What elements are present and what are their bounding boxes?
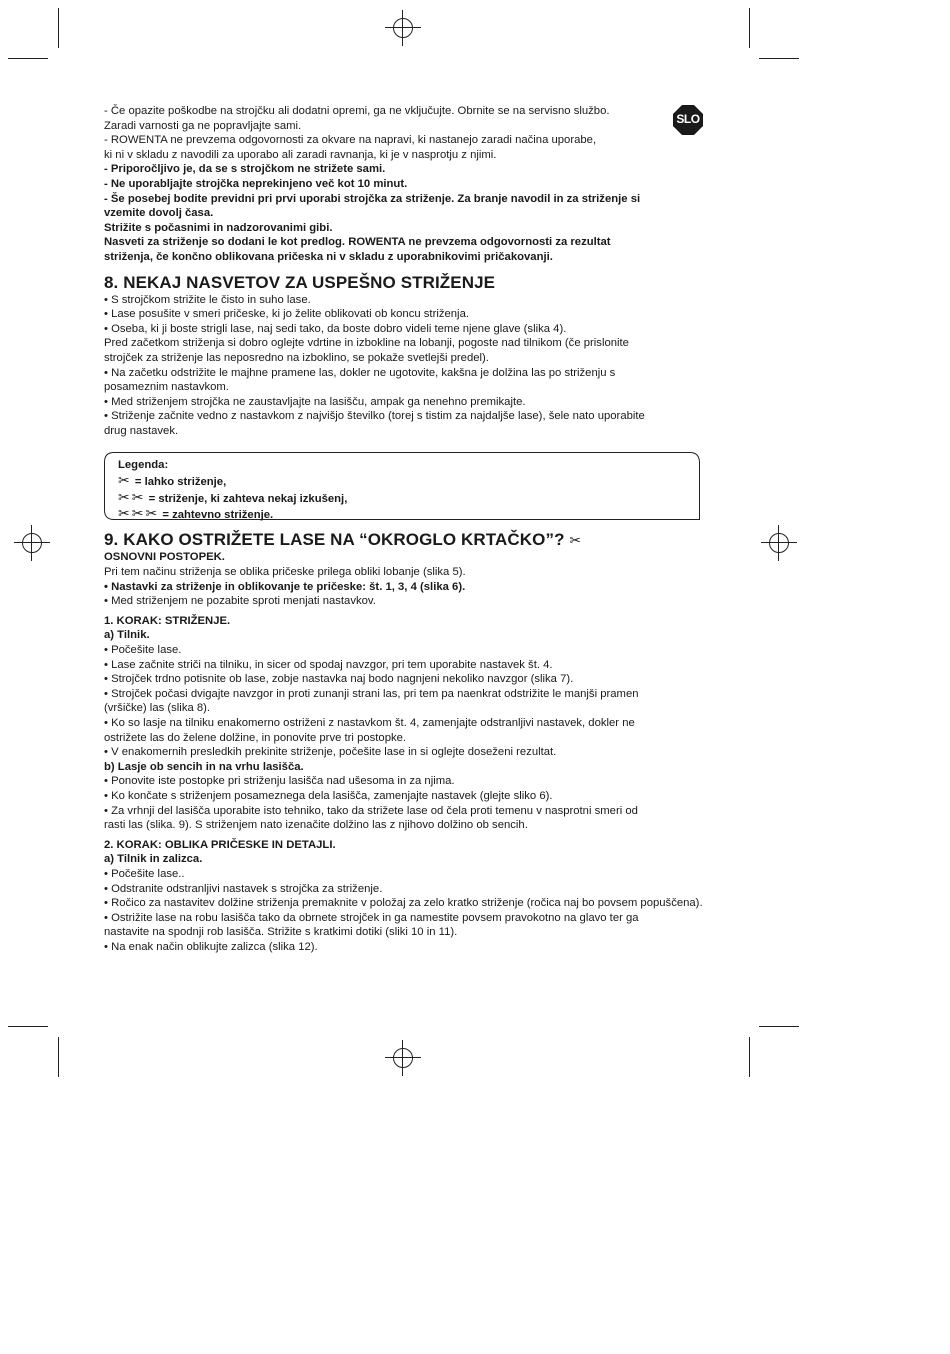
crop-mark	[759, 1026, 799, 1027]
step-1-title: 1. KORAK: STRIŽENJE.	[104, 614, 231, 627]
registration-mark	[761, 525, 797, 561]
crop-mark	[749, 8, 750, 48]
section-8-line: • Striženje začnite vedno z nastavkom z najvišjo številko (torej s tistim za najdaljše lase), šele nato uporabite	[104, 410, 645, 423]
intro-line: vzemite dovolj časa.	[104, 207, 214, 220]
step-1a-line: • V enakomernih presledkih prekinite striženje, počešite lase in si oglejte doseženi rezultat.	[104, 746, 557, 759]
step-1a-body	[104, 643, 704, 760]
section-8-line: • Oseba, ki ji boste strigli lase, naj sedi tako, da boste dobro videli teme njene glave (slika 4).	[104, 322, 567, 335]
step-2-title: 2. KORAK: OBLIKA PRIČESKE IN DETAJLI.	[104, 838, 336, 851]
section-9-line: • Med striženjem ne pozabite sproti menjati nastavkov.	[104, 595, 376, 608]
legend-item	[118, 490, 347, 507]
step-1a-title: a) Tilnik.	[104, 629, 150, 642]
document-body	[104, 104, 704, 955]
section-9-heading	[104, 530, 704, 550]
step-1a-line: ostrižete las do želene dolžine, in ponovite prve tri postopke.	[104, 731, 407, 744]
step-1a-line: • Strojček počasi dvigajte navzgor in proti zunanji strani las, pri tem pa naenkrat odstrižite le manjši pramen	[104, 687, 639, 700]
section-8-line: • Med striženjem strojčka ne zaustavljajte na lasišču, ampak ga nenehno premikajte.	[104, 395, 526, 408]
legend-item	[118, 506, 347, 523]
scissors-icon: ✂	[145, 505, 158, 522]
step-2a-line: • Na enak način oblikujte zalizca (slika 12).	[104, 940, 318, 953]
legend-title: Legenda:	[118, 459, 169, 472]
language-badge-label: SLO	[676, 112, 700, 126]
legend-box	[104, 452, 700, 520]
section-8-line: Pred začetkom striženja si dobro oglejte vdrtine in izbokline na lobanji, pogoste nad tilnikom (če prislonite	[104, 337, 629, 350]
step-2a-title: a) Tilnik in zalizca.	[104, 853, 203, 866]
step-2a-line: • Odstranite odstranljivi nastavek s strojčka za striženje.	[104, 882, 383, 895]
step-1b-line: • Ponovite iste postopke pri striženju lasišča nad ušesoma in za njima.	[104, 775, 455, 788]
crop-mark	[759, 58, 799, 59]
section-8-line: strojček za striženje las neposredno na izboklino, se pokaže svetlejši predel).	[104, 351, 489, 364]
scissors-icon: ✂	[118, 488, 130, 505]
step-1b-line: rasti las (slika. 9). S striženjem nato izenačite dolžino las z njihovo dolžino ob sencih.	[104, 819, 528, 832]
step-1a-line: • Lase začnite striči na tilniku, in sicer od spodaj navzgor, pri tem uporabite nastavek št. 4.	[104, 658, 553, 671]
scissors-icon: ✂	[131, 505, 144, 522]
section-9-heading-text: 9. KAKO OSTRIŽETE LASE NA “OKROGLO KRTAČKO”?	[104, 530, 565, 550]
crop-mark	[58, 8, 59, 48]
intro-line: - ROWENTA ne prevzema odgovornosti za okvare na napravi, ki nastanejo zaradi načina uporabe,	[104, 134, 597, 147]
legend-item-text: = zahtevno striženje.	[159, 509, 274, 522]
step-2a-line: • Ostrižite lase na robu lasišča tako da obrnete strojček in ga namestite povsem pravokotno na glavo ter ga	[104, 911, 639, 924]
intro-line: Nasveti za striženje so dodani le kot predlog. ROWENTA ne prevzema odgovornosti za rezultat	[104, 236, 611, 249]
step-1b-line: • Ko končate s striženjem posameznega dela lasišča, zamenjajte nastavek (glejte sliko 6).	[104, 789, 553, 802]
scissors-icon: ✂	[118, 505, 130, 522]
registration-mark	[385, 1040, 421, 1076]
step-1a-line: • Strojček trdno potisnite ob lase, zobje nastavka naj bodo nagnjeni nekoliko navzgor (slika 7).	[104, 673, 574, 686]
intro-line: - Še posebej bodite previdni pri prvi uporabi strojčka za striženje. Za branje navodil in za striženje si	[104, 192, 641, 205]
step-1b-body	[104, 774, 704, 832]
step-1a-line: (vršičke) las (slika 8).	[104, 702, 211, 715]
step-2a-body	[104, 867, 704, 955]
section-8-line: • Na začetku odstrižite le majhne pramene las, dokler ne ugotovite, kakšna je dolžina las po striženju s	[104, 366, 616, 379]
intro-line: Strižite s počasnimi in nadzorovanimi gibi.	[104, 221, 333, 234]
section-8-body	[104, 293, 704, 439]
section-8-line: • Lase posušite v smeri pričeske, ki jo želite oblikovati ob koncu striženja.	[104, 308, 469, 321]
legend-item-text: = lahko striženje,	[131, 476, 227, 489]
step-1a-line: • Ko so lasje na tilniku enakomerno ostriženi z nastavkom št. 4, zamenjajte odstranljivi nastavek, dokler ne	[104, 717, 635, 729]
crop-mark	[749, 1037, 750, 1077]
scissors-icon: ✂	[569, 532, 582, 549]
section-9-intro	[104, 565, 704, 609]
intro-line: - Ne uporabljajte strojčka neprekinjeno več kot 10 minut.	[104, 177, 408, 190]
safety-notes	[104, 104, 704, 265]
step-1b-title: b) Lasje ob sencih in na vrhu lasišča.	[104, 760, 304, 773]
scissors-icon: ✂	[131, 488, 144, 505]
crop-mark	[8, 1026, 48, 1027]
section-8-line: drug nastavek.	[104, 424, 179, 437]
registration-mark	[14, 525, 50, 561]
intro-line: - Priporočljivo je, da se s strojčkom ne strižete sami.	[104, 163, 386, 176]
step-2a-line: • Počešite lase..	[104, 867, 185, 880]
section-8-line: • S strojčkom strižite le čisto in suho lase.	[104, 293, 311, 306]
section-9-line: Pri tem načinu striženja se oblika pričeske prilega obliki lobanje (slika 5).	[104, 566, 466, 579]
step-2a-line: nastavite na spodnji rob lasišča. Strižite s kratkimi dotiki (sliki 10 in 11).	[104, 926, 458, 939]
intro-line: striženja, če končno oblikovana pričeska ni v skladu z uporabnikovimi pričakovanji.	[104, 250, 553, 263]
step-2a-line: • Ročico za nastavitev dolžine striženja premaknite v položaj za zelo kratko striženje (ročica naj bo povsem popuščena).	[104, 897, 703, 910]
step-1a-line: • Počešite lase.	[104, 644, 182, 657]
legend-content	[118, 458, 347, 522]
intro-line: Zaradi varnosti ga ne popravljajte sami.	[104, 119, 302, 132]
section-8-heading: 8. NEKAJ NASVETOV ZA USPEŠNO STRIŽENJE	[104, 272, 496, 292]
intro-line: - Če opazite poškodbe na strojčku ali dodatni opremi, ga ne vključujte. Obrnite se na servisno službo.	[104, 105, 610, 117]
step-1b-line: • Za vrhnji del lasišča uporabite isto tehniko, tako da strižete lase od čela proti temenu v nasprotni smeri od	[104, 804, 638, 817]
registration-mark	[385, 10, 421, 46]
scissors-icon: ✂	[118, 472, 130, 489]
crop-mark	[58, 1037, 59, 1077]
section-9-line: • Nastavki za striženje in oblikovanje te pričeske: št. 1, 3, 4 (slika 6).	[104, 580, 466, 593]
section-8-line: posameznim nastavkom.	[104, 381, 229, 394]
legend-item-text: = striženje, ki zahteva nekaj izkušenj,	[145, 492, 348, 505]
intro-line: ki ni v skladu z navodili za uporabo ali zaradi ravnanja, ki je v nasprotju z njimi.	[104, 148, 497, 161]
crop-mark	[8, 58, 48, 59]
section-9-subheading: OSNOVNI POSTOPEK.	[104, 551, 225, 564]
legend-item	[118, 473, 347, 490]
